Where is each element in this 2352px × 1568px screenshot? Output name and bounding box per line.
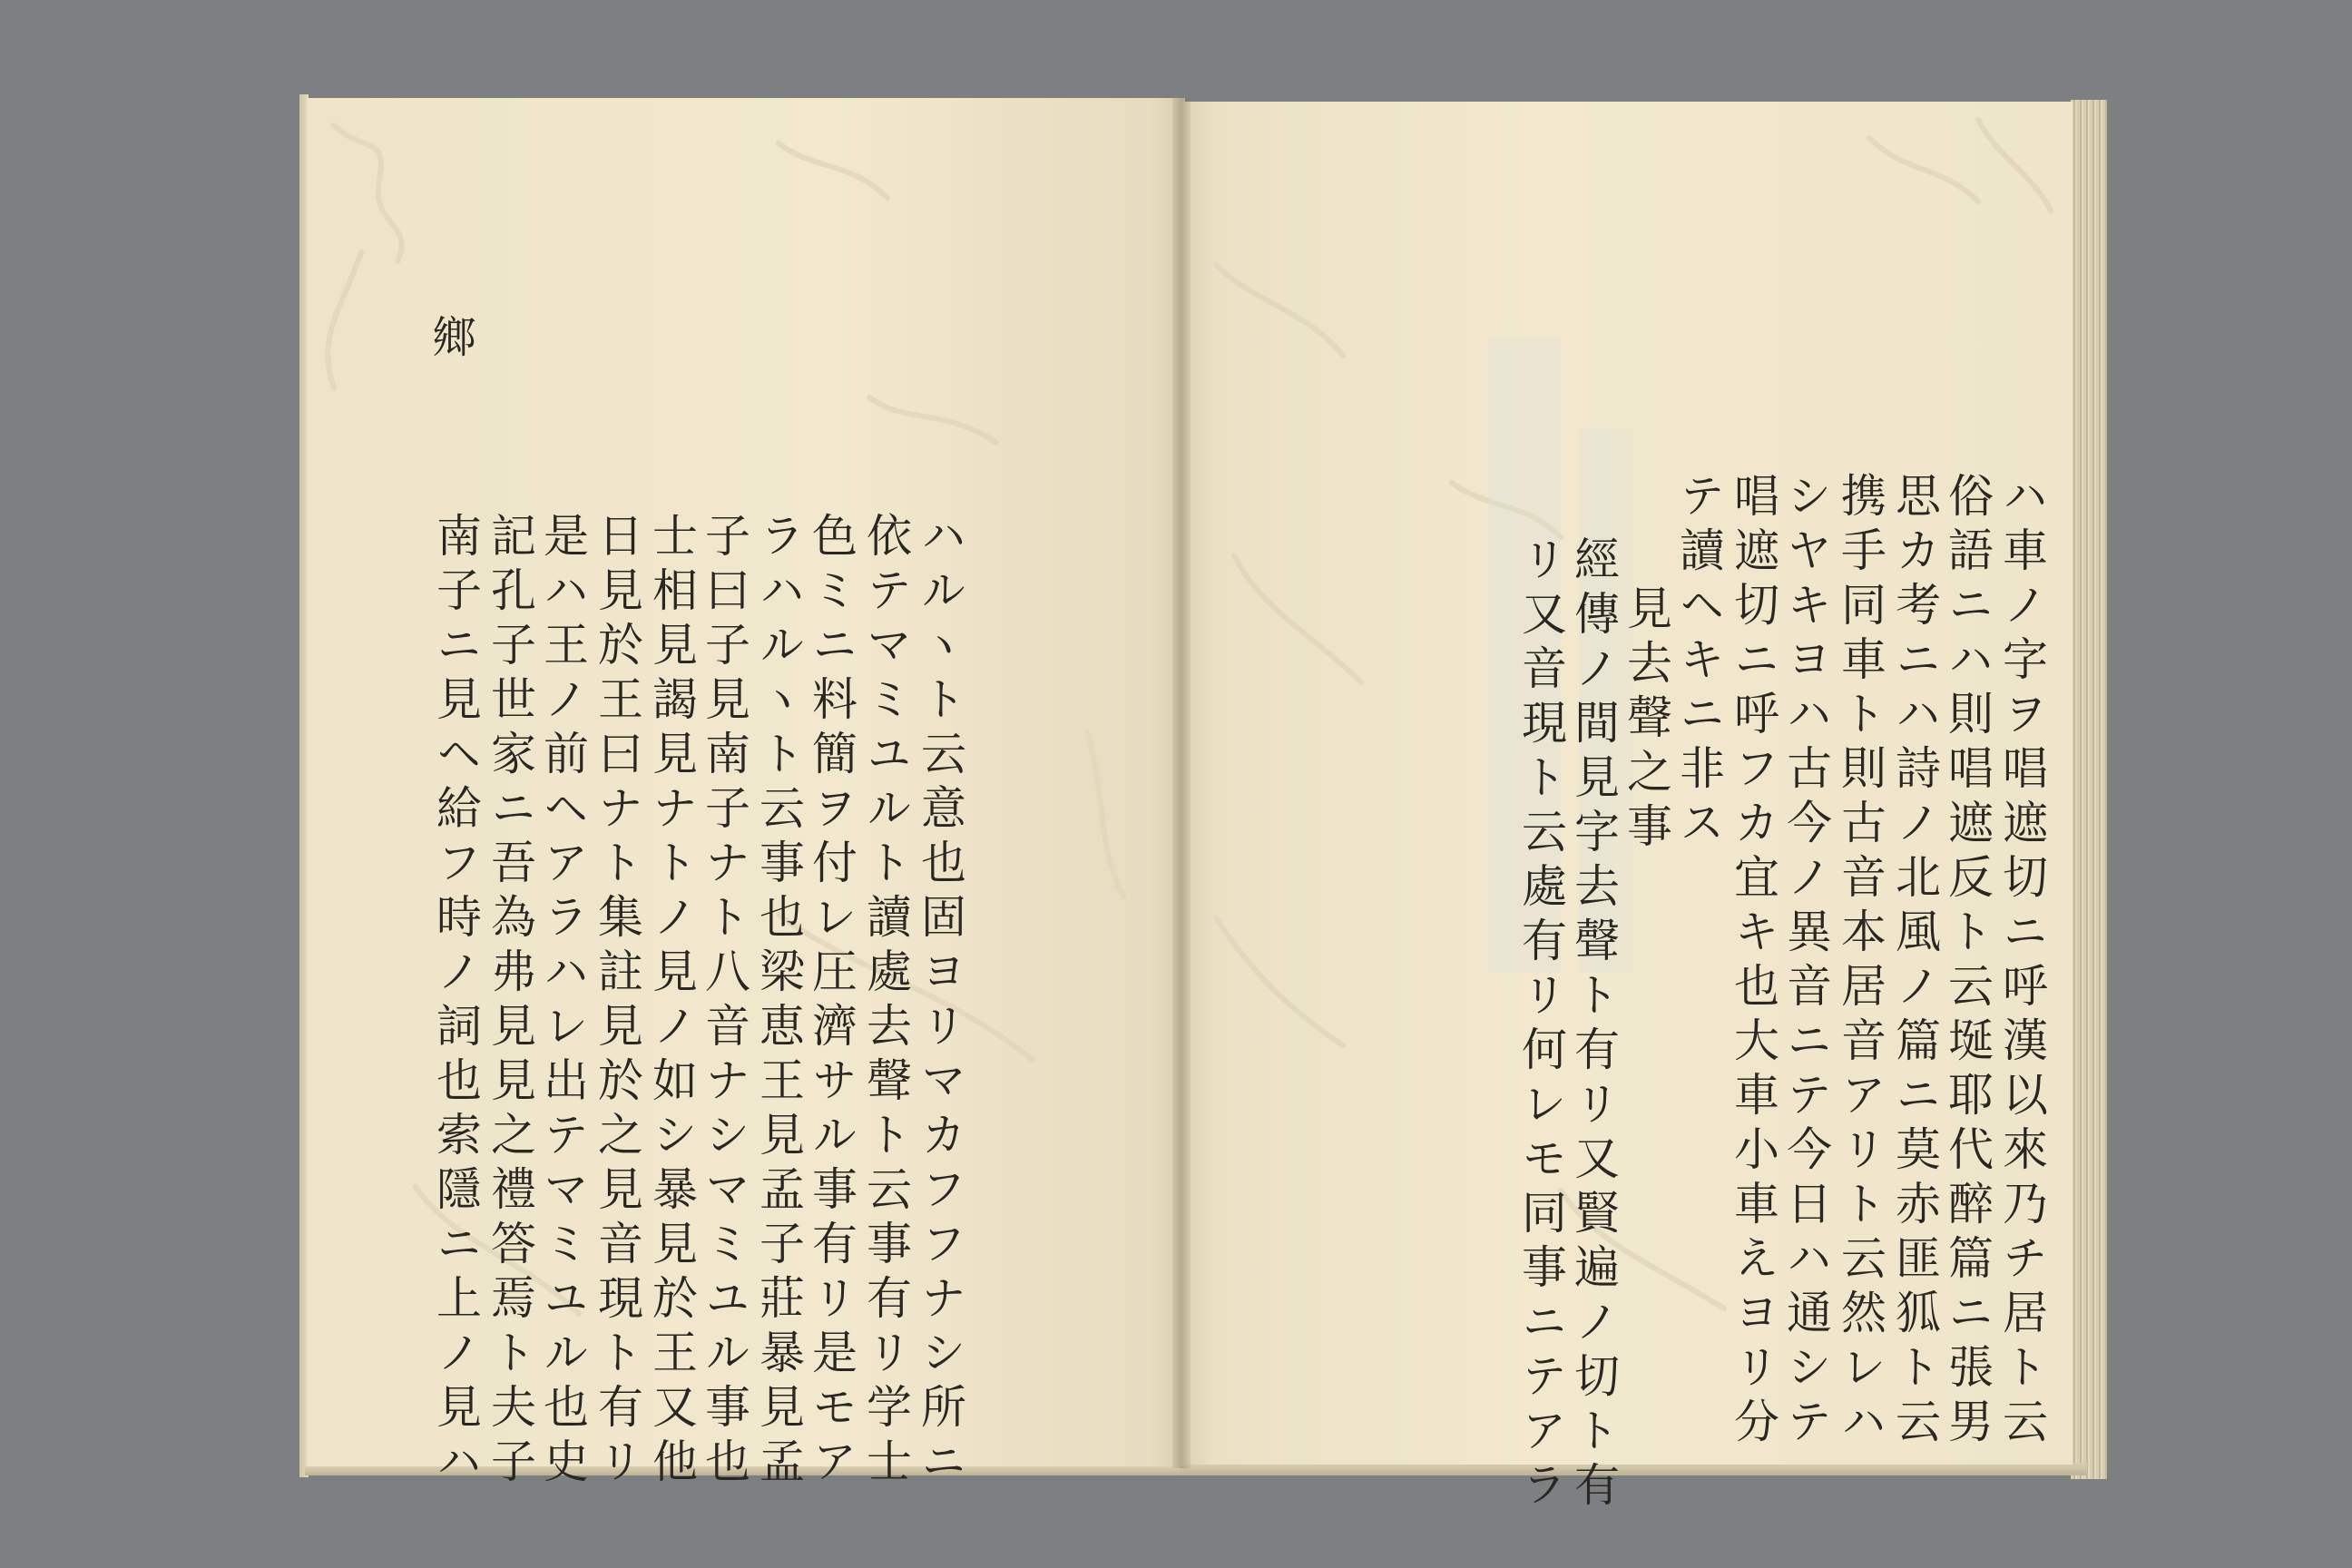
right-text-column-1: ハ車ノ字ヲ唱遮切ニ呼漢以來乃チ居ト云 [1995, 472, 2048, 1452]
right-text-column-9: 經傳ノ間見字去聲ト有リ又賢遍ノ切ト有 [1567, 535, 1620, 1515]
book-edge-bottom-right [1180, 1463, 2087, 1475]
left-text-column-4: ラハルヽト云事也梁恵王見孟子莊暴見孟 [752, 512, 805, 1492]
book-gutter [1172, 98, 1191, 1468]
right-text-column-10: リ又音現ト云處有リ何レモ同事ニテアラ [1514, 535, 1567, 1515]
left-text-column-10: 南子ニ見ヘ給フ時ノ詞也索隱ニ上ノ見ハ [429, 512, 482, 1492]
left-text-column-1: ハルヽト云意也固ヨリマカフフナシ所ニ [914, 512, 966, 1492]
right-text-column-2: 俗語ニハ則唱遮反ト云埏耶代醉篇ニ張男 [1941, 472, 1994, 1452]
right-page [1180, 102, 2073, 1515]
left-text-column-2: 依テマミユルト讀處去聲ト云事有リ学士 [859, 512, 912, 1492]
left-text-column-6: 士相見謁見ナトノ見ノ如シ暴見於王又他 [645, 512, 698, 1492]
book-edge-right [2071, 100, 2107, 1479]
right-text-column-4: 携手同車ト則古音本居音アリト云然レハ [1834, 472, 1886, 1452]
right-text-column-7: テ讀ヘキニ非ス [1672, 472, 1725, 853]
left-text-column-8: 是ハ王ノ前ヘアラハレ出テマミユル也史 [536, 512, 589, 1492]
right-text-column-5: シヤキヨハ古今ノ異音ニテ今日ハ通シテ [1779, 472, 1832, 1452]
left-page-heading: 鄉 [425, 314, 475, 358]
right-text-column-6: 唱遮切ニ呼フカ宜キ也大車小車えヨリ分 [1727, 472, 1779, 1452]
left-text-column-7: 日見於王曰ナト集註見於之見音現ト有リ [591, 512, 643, 1492]
right-text-column-8: 見去聲之事 [1620, 584, 1672, 857]
left-page [307, 98, 1185, 1492]
right-text-column-3: 思カ考ニハ詩ノ北風ノ篇ニ莫赤匪狐ト云 [1888, 472, 1941, 1452]
left-text-column-5: 子曰子見南子ナト八音ナシマミユル事也 [698, 512, 750, 1492]
left-text-column-3: 色ミニ料簡ヲ付レ圧濟サル事有リ是モア [805, 512, 858, 1492]
left-text-column-9: 記孔子世家ニ吾為弗見見之禮答焉ト夫子 [484, 512, 536, 1492]
